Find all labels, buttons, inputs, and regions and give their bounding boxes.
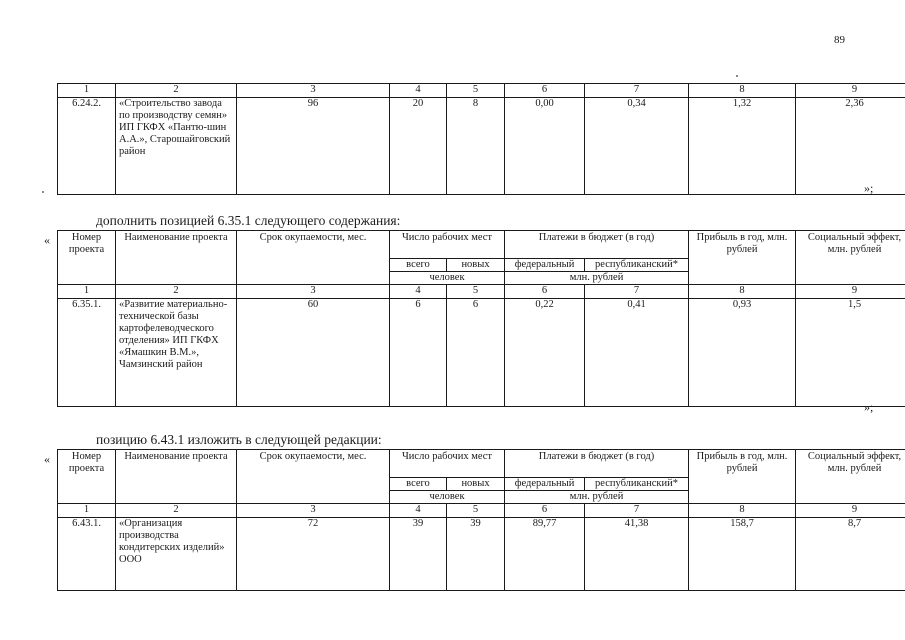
col-num: 2 bbox=[116, 504, 237, 518]
header-project-name: Наименование проекта bbox=[116, 231, 237, 285]
jobs-total-cell: 20 bbox=[390, 98, 447, 195]
jobs-total-cell: 6 bbox=[390, 299, 447, 407]
budget-federal-cell: 89,77 bbox=[505, 518, 585, 591]
social-cell: 2,36 bbox=[796, 98, 905, 195]
header-social: Социальный эффект, млн. рублей bbox=[796, 231, 905, 285]
col-num: 4 bbox=[390, 504, 447, 518]
header-jobs: Число рабочих мест bbox=[390, 450, 505, 478]
col-num: 7 bbox=[585, 84, 689, 98]
header-budget-republic: республиканский* bbox=[585, 259, 689, 272]
col-num: 6 bbox=[505, 285, 585, 299]
header-budget-federal: федеральный bbox=[505, 478, 585, 491]
col-num: 2 bbox=[116, 285, 237, 299]
table-continuation bbox=[57, 83, 905, 195]
header-jobs-new: новых bbox=[447, 259, 505, 272]
header-jobs-new: новых bbox=[447, 478, 505, 491]
profit-cell: 1,32 bbox=[689, 98, 796, 195]
project-name-cell: «Развитие материально-технической базы картофелеводческого отделения» ИП ГКФХ «Ямашкин В.М.», Чамзинский район bbox=[116, 299, 237, 407]
project-number-cell: 6.35.1. bbox=[58, 299, 116, 407]
project-name-cell: «Строительство завода по производству семян» ИП ГКФХ «Пантю-шин А.А.», Старошайговский район bbox=[116, 98, 237, 195]
column-number-row bbox=[58, 285, 905, 299]
col-num: 6 bbox=[505, 84, 585, 98]
header-jobs-total: всего bbox=[390, 478, 447, 491]
opening-quote: « bbox=[44, 233, 50, 247]
payback-cell: 96 bbox=[237, 98, 390, 195]
scan-speck bbox=[42, 191, 44, 193]
jobs-new-cell: 39 bbox=[447, 518, 505, 591]
header-payback: Срок окупаемости, мес. bbox=[237, 450, 390, 504]
profit-cell: 0,93 bbox=[689, 299, 796, 407]
closing-quote: »; bbox=[864, 181, 874, 195]
header-jobs: Число рабочих мест bbox=[390, 231, 505, 259]
header-project-number: Номер проекта bbox=[58, 450, 116, 504]
col-num: 8 bbox=[689, 504, 796, 518]
budget-republic-cell: 0,34 bbox=[585, 98, 689, 195]
section-intro: дополнить позицией 6.35.1 следующего содержания: bbox=[96, 213, 401, 228]
table-row bbox=[58, 299, 905, 407]
header-row bbox=[58, 231, 905, 259]
opening-quote: « bbox=[44, 452, 50, 466]
header-payback: Срок окупаемости, мес. bbox=[237, 231, 390, 285]
table-position-6-35-1 bbox=[57, 230, 905, 407]
column-number-row bbox=[58, 504, 905, 518]
page-number: 89 bbox=[834, 34, 845, 46]
table-row bbox=[58, 518, 905, 591]
table-position-6-43-1 bbox=[57, 449, 905, 591]
col-num: 1 bbox=[58, 504, 116, 518]
header-jobs-unit: человек bbox=[390, 272, 505, 285]
col-num: 1 bbox=[58, 84, 116, 98]
project-number-cell: 6.24.2. bbox=[58, 98, 116, 195]
header-budget-federal: федеральный bbox=[505, 259, 585, 272]
header-budget-republic: республиканский* bbox=[585, 478, 689, 491]
col-num: 1 bbox=[58, 285, 116, 299]
col-num: 7 bbox=[585, 285, 689, 299]
col-num: 9 bbox=[796, 285, 905, 299]
header-row bbox=[58, 450, 905, 478]
payback-cell: 72 bbox=[237, 518, 390, 591]
project-name-cell: «Организация производства кондитерских изделий» ООО bbox=[116, 518, 237, 591]
col-num: 5 bbox=[447, 84, 505, 98]
budget-republic-cell: 0,41 bbox=[585, 299, 689, 407]
header-project-name: Наименование проекта bbox=[116, 450, 237, 504]
budget-federal-cell: 0,00 bbox=[505, 98, 585, 195]
jobs-new-cell: 8 bbox=[447, 98, 505, 195]
closing-quote: »; bbox=[864, 400, 874, 414]
col-num: 2 bbox=[116, 84, 237, 98]
header-project-number: Номер проекта bbox=[58, 231, 116, 285]
col-num: 3 bbox=[237, 84, 390, 98]
header-budget: Платежи в бюджет (в год) bbox=[505, 450, 689, 478]
payback-cell: 60 bbox=[237, 299, 390, 407]
project-number-cell: 6.43.1. bbox=[58, 518, 116, 591]
profit-cell: 158,7 bbox=[689, 518, 796, 591]
section-intro: позицию 6.43.1 изложить в следующей редакции: bbox=[96, 432, 382, 447]
social-cell: 1,5 bbox=[796, 299, 905, 407]
header-social: Социальный эффект, млн. рублей bbox=[796, 450, 905, 504]
scan-speck bbox=[736, 75, 738, 77]
col-num: 8 bbox=[689, 84, 796, 98]
header-jobs-unit: человек bbox=[390, 491, 505, 504]
col-num: 6 bbox=[505, 504, 585, 518]
header-profit: Прибыль в год, млн. рублей bbox=[689, 450, 796, 504]
header-budget-unit: млн. рублей bbox=[505, 272, 689, 285]
col-num: 9 bbox=[796, 504, 905, 518]
col-num: 9 bbox=[796, 84, 905, 98]
jobs-new-cell: 6 bbox=[447, 299, 505, 407]
column-number-row bbox=[58, 84, 905, 98]
col-num: 4 bbox=[390, 84, 447, 98]
header-budget-unit: млн. рублей bbox=[505, 491, 689, 504]
budget-federal-cell: 0,22 bbox=[505, 299, 585, 407]
col-num: 5 bbox=[447, 285, 505, 299]
header-budget: Платежи в бюджет (в год) bbox=[505, 231, 689, 259]
budget-republic-cell: 41,38 bbox=[585, 518, 689, 591]
col-num: 5 bbox=[447, 504, 505, 518]
header-jobs-total: всего bbox=[390, 259, 447, 272]
col-num: 8 bbox=[689, 285, 796, 299]
col-num: 7 bbox=[585, 504, 689, 518]
social-cell: 8,7 bbox=[796, 518, 905, 591]
jobs-total-cell: 39 bbox=[390, 518, 447, 591]
col-num: 3 bbox=[237, 504, 390, 518]
col-num: 4 bbox=[390, 285, 447, 299]
col-num: 3 bbox=[237, 285, 390, 299]
header-profit: Прибыль в год, млн. рублей bbox=[689, 231, 796, 285]
table-row bbox=[58, 98, 905, 195]
